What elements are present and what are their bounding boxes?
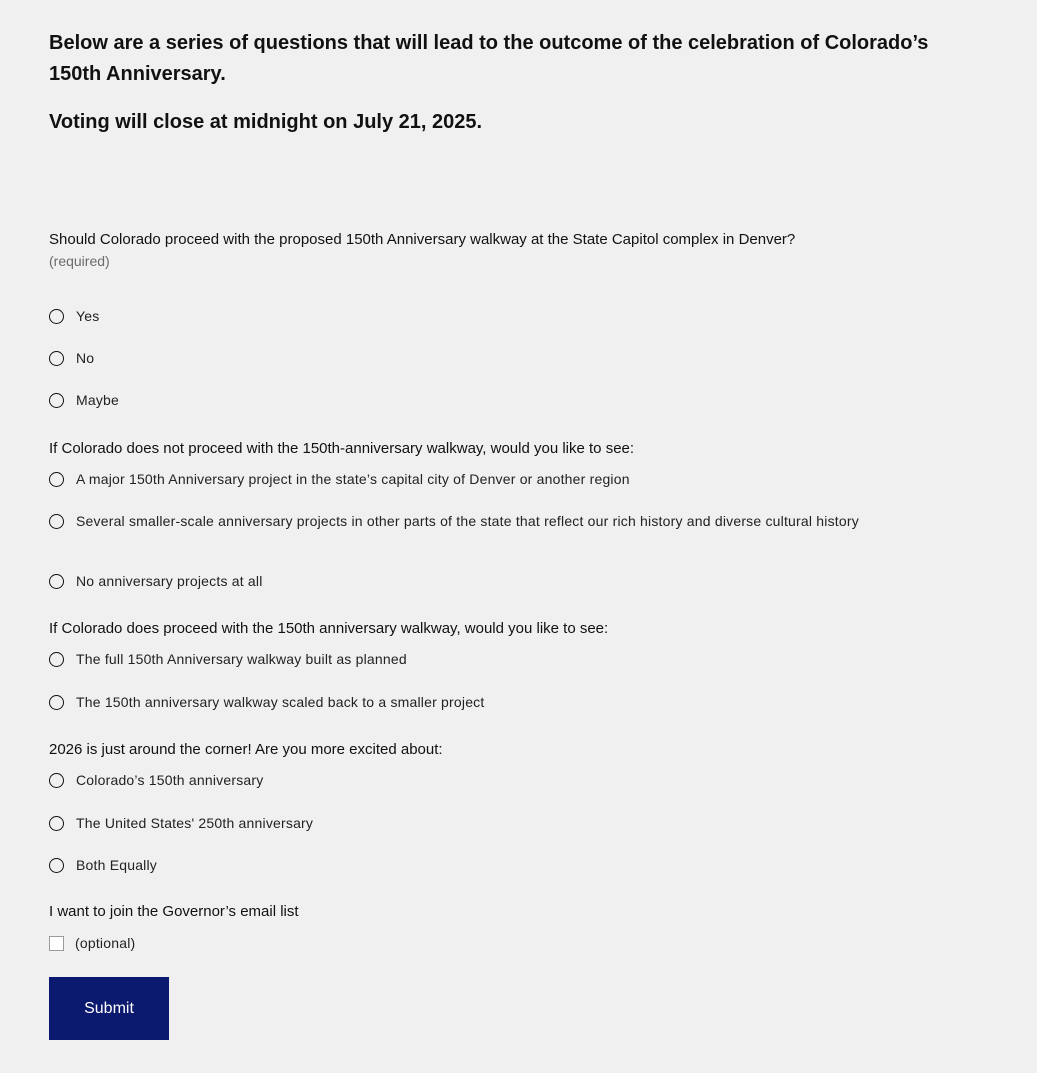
question-if-not-proceed (49, 437, 909, 597)
option-label: Yes (76, 308, 100, 324)
intro-text (49, 28, 949, 138)
radio-button[interactable] (49, 472, 64, 487)
radio-button[interactable] (49, 309, 64, 324)
option-label: No (76, 350, 95, 366)
question-label: Should Colorado proceed with the proposed 150th Anniversary walkway at the State Capitol complex in Denver? (49, 231, 796, 248)
radio-button[interactable] (49, 393, 64, 408)
option-yes[interactable] (49, 305, 909, 327)
intro-heading: Below are a series of questions that will lead to the outcome of the celebration of Colorado’s 150th Anniversary. (49, 32, 929, 85)
option-label: Colorado’s 150th anniversary (76, 772, 264, 788)
option-no[interactable] (49, 347, 909, 369)
option-scaled-back[interactable] (49, 691, 909, 713)
optional-label: (optional) (75, 935, 136, 951)
option-both-equally[interactable] (49, 854, 909, 876)
option-major-project[interactable] (49, 468, 909, 490)
option-no-projects[interactable] (49, 570, 909, 592)
question-label: If Colorado does not proceed with the 150th-anniversary walkway, would you like to see: (49, 440, 635, 457)
email-list-checkbox[interactable] (49, 936, 64, 951)
submit-button[interactable]: Submit (49, 977, 169, 1040)
option-us-250[interactable] (49, 812, 909, 834)
radio-button[interactable] (49, 514, 64, 529)
option-label: The full 150th Anniversary walkway built as planned (76, 651, 407, 667)
question-walkway-proceed (49, 228, 909, 418)
option-full-walkway[interactable] (49, 648, 909, 670)
option-label: Maybe (76, 392, 120, 408)
option-label: A major 150th Anniversary project in the state’s capital city of Denver or another region (76, 471, 630, 487)
radio-button[interactable] (49, 351, 64, 366)
question-label: If Colorado does proceed with the 150th anniversary walkway, would you like to see: (49, 620, 609, 637)
option-label: Both Equally (76, 857, 158, 873)
required-note: (required) (49, 253, 110, 269)
email-list-label: I want to join the Governor’s email list (49, 903, 299, 920)
email-list-question (49, 900, 909, 960)
radio-button[interactable] (49, 816, 64, 831)
option-maybe[interactable] (49, 389, 909, 411)
option-label: The 150th anniversary walkway scaled back to a smaller project (76, 694, 485, 710)
question-if-proceed (49, 617, 909, 717)
option-label: The United States' 250th anniversary (76, 815, 314, 831)
radio-button[interactable] (49, 574, 64, 589)
option-label: No anniversary projects at all (76, 573, 263, 589)
radio-button[interactable] (49, 652, 64, 667)
question-label: 2026 is just around the corner! Are you more excited about: (49, 741, 443, 758)
voting-deadline: Voting will close at midnight on July 21, 2025. (49, 111, 483, 133)
radio-button[interactable] (49, 695, 64, 710)
radio-button[interactable] (49, 858, 64, 873)
radio-button[interactable] (49, 773, 64, 788)
question-2026-excitement (49, 738, 909, 878)
option-label: Several smaller-scale anniversary projects in other parts of the state that reflect our rich history and diverse cultural history (76, 513, 859, 529)
option-colorado-150[interactable] (49, 769, 909, 791)
option-smaller-projects[interactable] (49, 510, 909, 532)
email-list-checkbox-row[interactable] (49, 932, 909, 954)
